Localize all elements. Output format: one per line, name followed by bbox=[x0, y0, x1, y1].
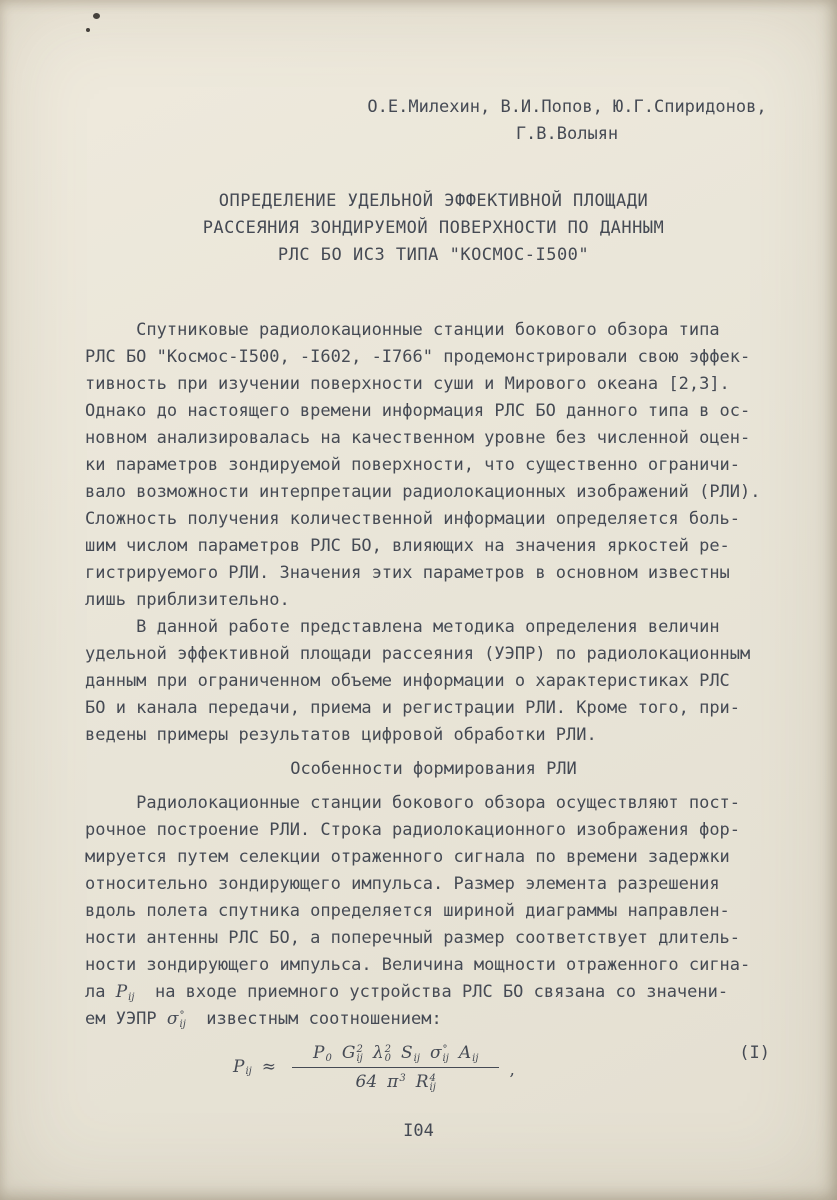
math-sup-sub-stack bbox=[414, 1045, 420, 1063]
math-base: R bbox=[415, 1072, 429, 1092]
math-base: P bbox=[233, 1056, 245, 1077]
text-line: ОПРЕДЕЛЕНИЕ УДЕЛЬНОЙ ЭФФЕКТИВНОЙ ПЛОЩАДИ bbox=[218, 191, 649, 211]
math-token bbox=[387, 1072, 406, 1092]
text-line: БО и канала передачи, приема и регистрации РЛИ. Кроме того, при- bbox=[85, 698, 741, 718]
math-sup-sub-stack bbox=[443, 1045, 449, 1063]
math-subscript: ij bbox=[442, 1052, 449, 1064]
text-line: РАССЕЯНИЯ ЗОНДИРУЕМОЙ ПОВЕРХНОСТИ ПО ДАННЫМ bbox=[202, 218, 665, 238]
authors-line-2: Г.В.Волыян bbox=[515, 124, 619, 144]
math-base: P bbox=[313, 1043, 325, 1063]
math-token bbox=[356, 1072, 378, 1092]
math-subscript: ij bbox=[245, 1066, 252, 1077]
text-line: РЛС БО "Космос-I500, -I602, -I766" продемонстрировали свою эффек- bbox=[85, 347, 751, 367]
math-superscript: ° bbox=[179, 1009, 185, 1021]
math-subscript: ij bbox=[472, 1052, 479, 1064]
math-superscript: ° bbox=[442, 1043, 448, 1055]
body-text bbox=[85, 317, 782, 1092]
math-base: A bbox=[458, 1043, 472, 1063]
text-line: ки параметров зондируемой поверхности, что существенно ограничи- bbox=[85, 455, 741, 475]
math-superscript: 4 bbox=[429, 1072, 436, 1084]
math-sup-sub-stack bbox=[356, 1045, 362, 1063]
text-line: данным при ограниченном объеме информации о характеристиках РЛС bbox=[85, 671, 730, 691]
paragraph-1 bbox=[85, 317, 782, 614]
equation-1 bbox=[85, 1041, 782, 1092]
math-sup-sub-stack bbox=[430, 1074, 436, 1092]
math-subscript: 0 bbox=[325, 1052, 332, 1064]
text-line: тивность при изучении поверхности суши и Мирового океана [2,3]. bbox=[85, 374, 730, 394]
math-token bbox=[430, 1043, 449, 1063]
text-line: относительно зондирующего импульса. Размер элемента разрешения bbox=[85, 874, 720, 894]
authors-line-1: О.Е.Милехин, В.И.Попов, Ю.Г.Спиридонов, bbox=[367, 97, 767, 117]
text-line: ности антенны РЛС БО, а поперечный размер соответствует длитель- bbox=[85, 928, 741, 948]
math-token bbox=[313, 1043, 332, 1063]
math-base: σ bbox=[429, 1043, 442, 1063]
text-line: Однако до настоящего времени информация РЛС БО данного типа в ос- bbox=[85, 401, 751, 421]
math-token bbox=[373, 1043, 391, 1063]
ink-speck bbox=[93, 13, 100, 19]
fraction-denominator bbox=[292, 1068, 499, 1092]
math-subscript: 0 bbox=[384, 1052, 391, 1064]
text-line: удельной эффективной площади рассеяния (УЭПР) по радиолокационным bbox=[85, 644, 751, 664]
author-block bbox=[352, 94, 782, 148]
text-segment: ем УЭПР bbox=[85, 1009, 167, 1029]
equation-lhs bbox=[233, 1057, 252, 1077]
equation-comma: , bbox=[509, 1060, 515, 1080]
text-line: Сложность получения количественной информации определяется боль- bbox=[85, 509, 741, 529]
fraction-numerator bbox=[292, 1041, 499, 1068]
text-line: В данной работе представлена методика определения величин bbox=[85, 617, 720, 637]
math-sup-sub-stack bbox=[325, 1045, 331, 1063]
math-base: σ bbox=[166, 1009, 179, 1029]
text-line: лишь приблизительно. bbox=[85, 590, 290, 610]
text-segment: известным соотношением: bbox=[185, 1009, 442, 1029]
text-line: Радиолокационные станции бокового обзора осуществляют пост- bbox=[85, 793, 741, 813]
math-base: P bbox=[115, 982, 128, 1002]
math-superscript: 2 bbox=[384, 1043, 391, 1055]
math-subscript: ij bbox=[179, 1018, 186, 1030]
math-superscript: 2 bbox=[356, 1043, 363, 1055]
text-line: мируется путем селекции отраженного сигнала по времени задержки bbox=[85, 847, 730, 867]
math-base: λ bbox=[372, 1043, 384, 1063]
math-sup-sub-stack bbox=[385, 1045, 391, 1063]
paper-title bbox=[85, 188, 782, 269]
text-segment: на входе приемного устройства РЛС БО связана со значени- bbox=[134, 982, 729, 1002]
math-base: G bbox=[341, 1043, 356, 1063]
paragraph-3-line-9 bbox=[85, 1006, 782, 1033]
math-token bbox=[459, 1043, 479, 1063]
section-heading: Особенности формирования РЛИ bbox=[290, 759, 577, 779]
math-subscript: ij bbox=[356, 1052, 363, 1064]
paragraph-3 bbox=[85, 790, 782, 979]
text-line: шим числом параметров РЛС БО, влияющих на значения яркостей ре- bbox=[85, 536, 730, 556]
text-line: Спутниковые радиолокационные станции бокового обзора типа bbox=[85, 320, 720, 340]
math-superscript: 3 bbox=[399, 1072, 406, 1084]
text-segment: ла bbox=[85, 982, 116, 1002]
text-line: РЛС БО ИСЗ ТИПА "КОСМОС-I500" bbox=[277, 245, 590, 265]
math-sup-sub-stack bbox=[472, 1045, 478, 1063]
text-line: ведены примеры результатов цифровой обработки РЛИ. bbox=[85, 725, 597, 745]
math-sup-sub-stack bbox=[399, 1074, 405, 1092]
text-line: гистрируемого РЛИ. Значения этих параметров в основном известны bbox=[85, 563, 730, 583]
math-token bbox=[401, 1043, 420, 1063]
math-token bbox=[342, 1043, 363, 1063]
equation-relation: ≈ bbox=[261, 1056, 277, 1077]
paragraph-2 bbox=[85, 614, 782, 749]
math-base: π bbox=[387, 1072, 399, 1092]
ink-speck bbox=[86, 28, 90, 32]
math-symbol-P-ij bbox=[116, 979, 135, 1006]
text-line: новном анализировалась на качественном уровне без численной оцен- bbox=[85, 428, 751, 448]
math-symbol-sigma-ij bbox=[167, 1006, 186, 1033]
math-subscript: ij bbox=[413, 1052, 420, 1064]
text-line: ности зондирующего импульса. Величина мощности отраженного сигна- bbox=[85, 955, 751, 975]
page-number: I04 bbox=[403, 1121, 434, 1141]
equation-fraction bbox=[292, 1041, 499, 1092]
math-token bbox=[416, 1072, 436, 1092]
math-base: S bbox=[400, 1043, 413, 1063]
text-line: вало возможности интерпретации радиолокационных изображений (РЛИ). bbox=[85, 482, 761, 502]
math-sup-sub-stack bbox=[245, 1058, 251, 1076]
math-subscript: ij bbox=[429, 1081, 436, 1093]
text-line: вдоль полета спутника определяется шириной диаграммы направлен- bbox=[85, 901, 730, 921]
math-subscript bbox=[399, 1083, 405, 1092]
equation-number: (I) bbox=[739, 1043, 770, 1063]
text-line: рочное построение РЛИ. Строка радиолокационного изображения фор- bbox=[85, 820, 741, 840]
paragraph-3-line-8 bbox=[85, 979, 782, 1006]
math-subscript: ij bbox=[128, 991, 135, 1003]
math-base: 64 bbox=[355, 1072, 378, 1092]
